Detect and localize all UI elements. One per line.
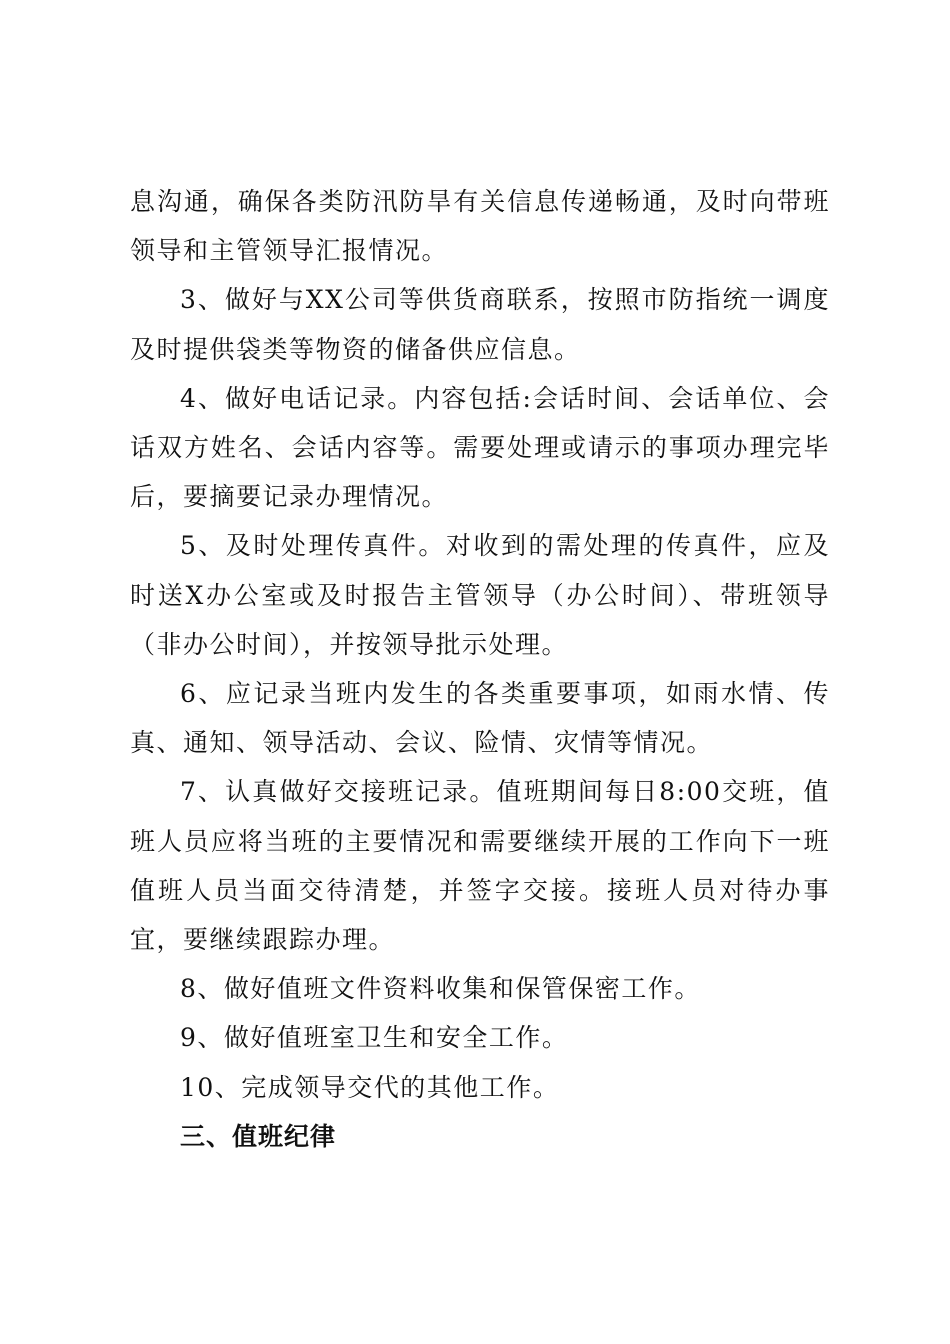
paragraph-item-7: 7、认真做好交接班记录。值班期间每日8:00交班，值班人员应将当班的主要情况和需要继续开展的工作向下一班值班人员当面交待清楚，并签字交接。接班人员对待办事宜，要继续跟踪办理。 xyxy=(130,777,830,955)
document-body xyxy=(130,177,830,1161)
paragraph-item-8: 8、做好值班文件资料收集和保管保密工作。 xyxy=(180,974,701,1004)
paragraph-item-10: 10、完成领导交代的其他工作。 xyxy=(180,1072,560,1102)
paragraph-continuation: 息沟通，确保各类防汛防旱有关信息传递畅通，及时向带班领导和主管领导汇报情况。 xyxy=(130,187,830,266)
paragraph-item-5: 5、及时处理传真件。对收到的需处理的传真件，应及时送X办公室或及时报告主管领导（办公时间）、带班领导（非办公时间），并按领导批示处理。 xyxy=(130,531,830,659)
paragraph-item-9: 9、做好值班室卫生和安全工作。 xyxy=(180,1023,569,1053)
paragraph-item-4: 4、做好电话记录。内容包括:会话时间、会话单位、会话双方姓名、会话内容等。需要处理或请示的事项办理完毕后，要摘要记录办理情况。 xyxy=(130,383,830,512)
paragraph-item-6: 6、应记录当班内发生的各类重要事项，如雨水情、传真、通知、领导活动、会议、险情、灾情等情况。 xyxy=(130,679,830,758)
paragraph-item-3: 3、做好与XX公司等供货商联系，按照市防指统一调度及时提供袋类等物资的储备供应信息。 xyxy=(130,285,830,364)
section-heading: 三、值班纪律 xyxy=(180,1121,337,1151)
